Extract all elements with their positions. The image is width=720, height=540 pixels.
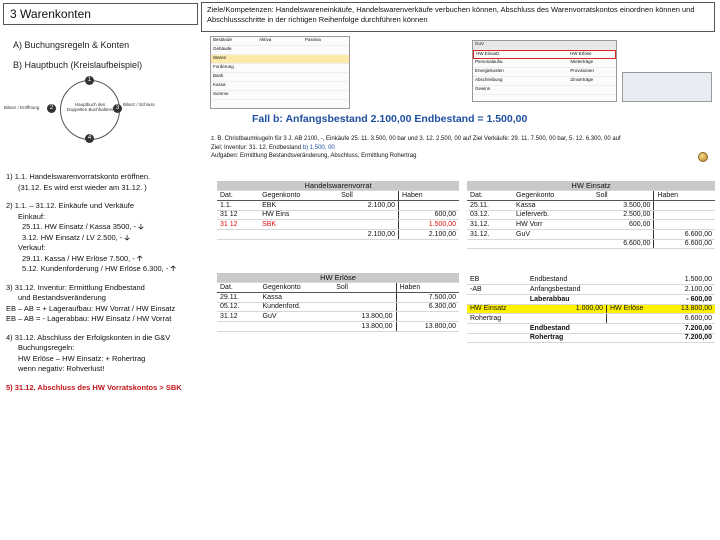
note-endbestand: b) 1.500, 00 (302, 144, 335, 151)
table-row: 05.12. Kundenford. 6.300,00 (217, 302, 459, 312)
arrow-down-icon: 🡣 (124, 232, 130, 242)
ledger-hw-erloese: HW Erlöse Dat. Gegenkonto Soll Haben 29.11. Kassa 7.500,00 05.12. Kundenford. 6.300,00 31.12 GuV 13.800,00 13.800,00 13.800,00 (217, 273, 459, 332)
table-row: 31 12 SBK 1.500,00 (217, 220, 459, 230)
cycle-step-3: 3 (113, 104, 122, 113)
step-4: 4) 31.12. Abschluss der Erfolgskonten in die G&V Buchungsregeln: HW Erlöse – HW Einsatz: + Rohertrag wenn negativ: Rohverlust! (6, 332, 171, 373)
goals-text: Ziele/Kompetenzen: Handelswareneinkäufe, Handelswarenverkäufe verbuchen können, Abschluss des Warenvorratskontos einordnen können und Abschlussschritte in der richtigen Reihenfolge durchführen können (201, 2, 715, 32)
arrow-up-icon: 🡡 (136, 253, 143, 263)
thumbnail-tkonten (622, 72, 712, 102)
fall-heading: Fall b: Anfangsbestand 2.100,00 Endbestand = 1.500,00 (252, 113, 528, 125)
table-row: 31.12. HW Vorr 600,00 (467, 220, 715, 230)
table-row: Endbestand 7.200,00 (467, 323, 715, 333)
section-a-heading: A) Buchungsregeln & Konten (13, 40, 130, 50)
table-row: 31.12 GuV 13.800,00 (217, 312, 459, 322)
table-row: 1.1. EBK 2.100,00 (217, 200, 459, 210)
cycle-step-4: 4 (85, 134, 94, 143)
ledger-hw-einsatz: HW Einsatz Dat. Gegenkonto Soll Haben 25.11. Kassa 3.500,00 03.12. Lieferverb. 2.500,00 31.12. HW Vorr 600,00 31.12. GuV 6.600,00 6.600,00 6.600,00 (467, 181, 715, 249)
steps-list (6, 172, 216, 401)
step-3: 3) 31.12. Inventur: Ermittlung Endbestand und Bestandsveränderung EB – AB = + Lageraufbau: HW Vorrat / HW Einsatz EB – AB = - Lagerabbau: HW Einsatz / HW Vorrat (6, 282, 176, 323)
table-row: Rohertrag 6.600,00 (467, 314, 715, 324)
cycle-step-1: 1 (85, 76, 94, 85)
table-row: 25.11. Kassa 3.500,00 (467, 200, 715, 210)
arrow-down-icon: 🡣 (138, 222, 144, 231)
table-row: EB Endbestand 1.500,00 (467, 275, 715, 285)
coin-icon (698, 152, 708, 162)
table-row: 29.11. Kassa 7.500,00 (217, 292, 459, 302)
table-row: 31.12. GuV 6.600,00 (467, 229, 715, 239)
table-row: 13.800,00 13.800,00 (217, 321, 459, 331)
ledger-title: HW Erlöse (217, 273, 459, 283)
note-line-3: Aufgaben: Ermittlung Bestandsveränderung, Abschluss, Ermittlung Rohertrag (211, 153, 417, 159)
ledger-title: Handelswarenvorrat (217, 181, 459, 191)
table-row: -AB Anfangsbestand 2.100,00 (467, 285, 715, 295)
step-1: 1) 1.1. Handelswarenvorratskonto eröffnen. (31.12. Es wird erst wieder am 31.12. ) (6, 172, 151, 192)
ledger-handelswarenvorrat: Handelswarenvorrat Dat. Gegenkonto Soll Haben 1.1. EBK 2.100,00 31 12 HW Eins 600,00 31 12 SBK 1.500,00 2.100,00 2.100,00 (217, 181, 459, 240)
note-line-1: z. B. Christbaumkugeln für 3 J. AB 2100, -, Einkäufe 25. 11. 3.500, 00 bar und 3. 12. 2.500, 00 auf Ziel Verkäufe: 29. 11. 7.500, 00 bar, 5. 12. 6.300, 00 auf (211, 136, 621, 142)
table-row: Rohertrag 7.200,00 (467, 333, 715, 343)
section-b-heading: B) Hauptbuch (Kreislaufbeispiel) (13, 60, 143, 70)
thumbnail-bilanz: Bestände Aktiva Passiva Gebäude Waren Forderung Bank Kassa Summe (210, 36, 350, 109)
note-line-2: Ziel; Inventur: 31. 12. Endbestand b) 1.500, 00 (211, 144, 335, 151)
table-row: Laberabbau - 600,00 (467, 294, 715, 304)
cycle-step-2: 2 (47, 104, 56, 113)
diagram-right-label: Bilanz / Schluss (123, 102, 155, 107)
thumbnail-guv: GuV HW Einsatz HW Erlöse Personalaufw. Mieterträge Energiekosten Provisionen Abschreibung Zinserträge Gewinn (472, 40, 617, 102)
step-5: 5) 31.12. Abschluss des HW Vorratskontos > SBK (6, 382, 182, 392)
diagram-center-label: Hauptbuch des Doppelten Buchhaltens (66, 102, 114, 112)
table-row: 31 12 HW Eins 600,00 (217, 210, 459, 220)
table-row: 6.600,00 6.600,00 (467, 239, 715, 249)
ledger-title: HW Einsatz (467, 181, 715, 191)
arrow-up-icon: 🡡 (170, 264, 176, 273)
table-row: HW Einsatz 1.000,00 HW Erlöse 13.800,00 (467, 304, 715, 314)
rohertrag-summary (467, 275, 715, 343)
diagram-left-label: Bilanz / Eröffnung (4, 105, 40, 110)
table-row: 03.12. Lieferverb. 2.500,00 (467, 210, 715, 220)
page-title: 3 Warenkonten (3, 3, 198, 25)
step-2: 2) 1.1. – 31.12. Einkäufe und Verkäufe Einkauf: 25.11. HW Einsatz / Kassa 3500, - 🡣 3.12. HW Einsatz / LV 2.500, - 🡣 Verkauf: 29.11. Kassa / HW Erlöse 7.500, - 🡡 5.12. Kundenforderung / HW Erlöse 6.300, - 🡡 (6, 201, 176, 273)
table-row: 2.100,00 2.100,00 (217, 229, 459, 239)
task-note (211, 135, 711, 161)
